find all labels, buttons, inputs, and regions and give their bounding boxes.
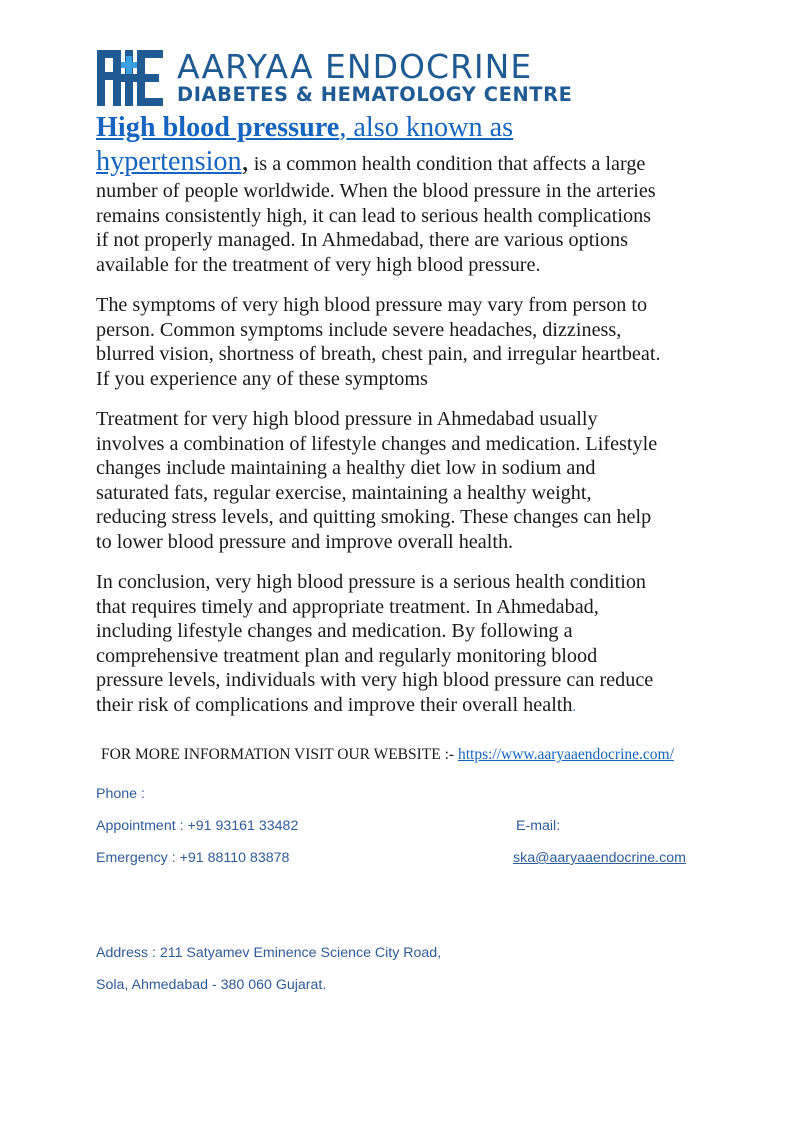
- paragraph-intro: High blood pressure, also known as hypertension, is a common health condition that affects a large number of people worldwide. When the blood pressure in the arteries remains consistently high, it can lead to serious health complications if not properly managed. In Ahmedabad, there are various options available for the treatment of very high blood pressure.: [96, 112, 656, 276]
- email-link[interactable]: ska@aaryaaendocrine.com: [513, 850, 686, 866]
- phone-label: Phone :: [96, 786, 145, 802]
- address-line-2: Sola, Ahmedabad - 380 060 Gujarat.: [96, 977, 327, 993]
- appointment-phone: Appointment : +91 93161 33482: [96, 818, 299, 834]
- paragraph-conclusion: In conclusion, very high blood pressure is a serious health condition that requires timely and appropriate treatment. In Ahmedabad, including lifestyle changes and medication. By following a comprehensive treatment plan and regularly monitoring blood pressure levels, individuals with very high blood pressure can reduce their risk of complications and improve their overall health.: [96, 571, 654, 716]
- heading-comma: ,: [241, 146, 249, 177]
- clinic-logo: [97, 47, 597, 108]
- article-body: [96, 111, 706, 736]
- website-link[interactable]: https://www.aaryaaendocrine.com/: [457, 746, 674, 763]
- email-label: E-mail:: [516, 818, 561, 834]
- paragraph-symptoms: The symptoms of very high blood pressure may vary from person to person. Common symptoms include severe headaches, dizziness, blurred vision, shortness of breath, chest pain, and irregular heartbeat. If you experience any of these symptoms: [96, 294, 661, 390]
- emergency-phone: Emergency : +91 88110 83878: [96, 850, 290, 866]
- address-line-1: Address : 211 Satyamev Eminence Science City Road,: [96, 945, 442, 961]
- clinic-name: AARYAA ENDOCRINE: [177, 47, 533, 86]
- more-info-line: FOR MORE INFORMATION VISIT OUR WEBSITE :- https://www.aaryaaendocrine.com/: [101, 746, 674, 763]
- paragraph-treatment: Treatment for very high blood pressure in Ahmedabad usually involves a combination of lifestyle changes and medication. Lifestyle changes include maintaining a healthy diet low in sodium and saturated fats, regular exercise, maintaining a healthy weight, reducing stress levels, and quitting smoking. These changes can help to lower blood pressure and improve overall health.: [96, 408, 658, 553]
- medical-cross-logo-icon: [97, 50, 163, 106]
- hypertension-link[interactable]: hypertension: [96, 146, 242, 177]
- clinic-subtitle: DIABETES & HEMATOLOGY CENTRE: [177, 83, 573, 106]
- heading-link[interactable]: High blood pressure, also known as: [96, 112, 514, 143]
